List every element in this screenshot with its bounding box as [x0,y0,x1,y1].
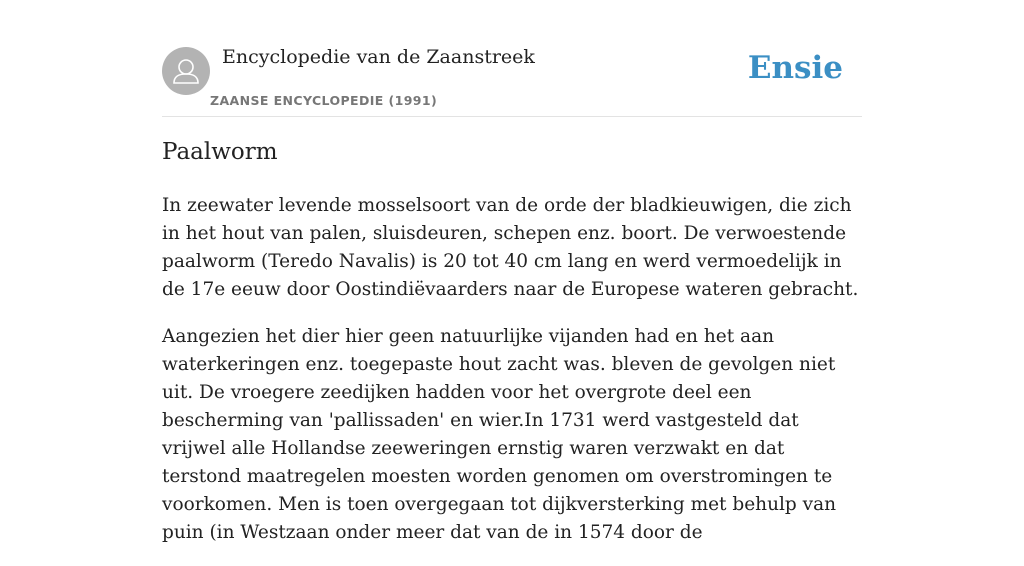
source-subtitle[interactable]: ZAANSE ENCYCLOPEDIE (1991) [210,93,438,108]
entry-paragraph: Aangezien het dier hier geen natuurlijke vijanden had en het aan waterkeringen enz. toegepaste hout zacht was. bleven de gevolgen niet uit. De vroegere zeedijken hadden voor het overgrote deel een bescherming van 'pallissaden' en wier.In 1731 werd vastgesteld dat vrijwel alle Hollandse zeeweringen ernstig waren verzwakt en dat terstond maatregelen moesten worden genomen om overstromingen te voorkomen. Men is toen overgegaan tot dijkversterking met behulp van puin (in Westzaan onder meer dat van de in 1574 door de [162,326,837,543]
source-title[interactable]: Encyclopedie van de Zaanstreek [222,46,535,68]
entry-title: Paalworm [162,139,278,165]
ensie-logo[interactable]: Ensie [747,50,843,86]
source-avatar[interactable] [162,47,210,95]
entry-paragraph: In zeewater levende mosselsoort van de orde der bladkieuwigen, die zich in het hout van palen, sluisdeuren, schepen enz. boort. De verwoestende paalworm (Teredo Navalis) is 20 tot 40 cm lang en werd vermoedelijk in de 17e eeuw door Oostindiëvaarders naar de Europese wateren gebracht. [162,195,859,300]
source-header [162,46,862,117]
entry-content [162,192,862,566]
user-icon [162,47,210,95]
